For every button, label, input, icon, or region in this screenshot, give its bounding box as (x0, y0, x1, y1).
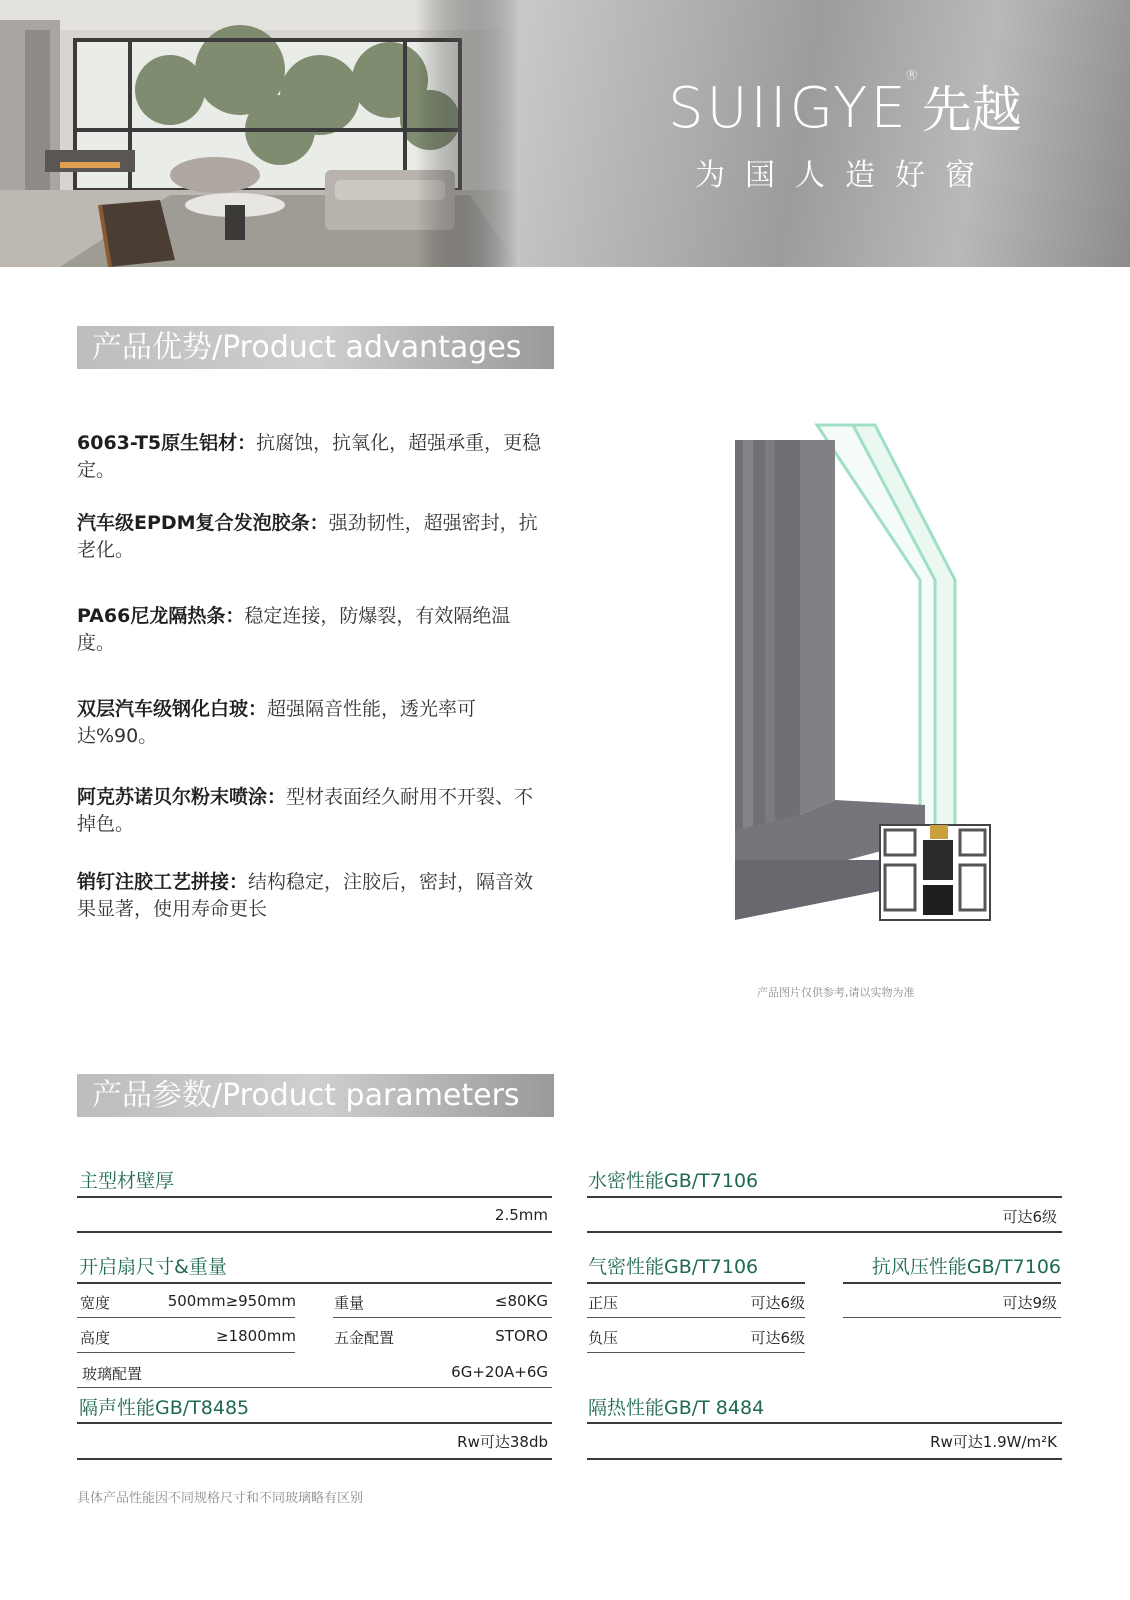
advantage-item (77, 784, 547, 838)
weight-value: ≤80KG (494, 1292, 548, 1310)
advantage-text: 型材表面经久耐用不开裂、不掉色。 (77, 786, 534, 835)
thermal-insulation-value: Rw可达1.9W/m²K (930, 1433, 1057, 1451)
sound-insulation-label: 隔声性能GB/T8485 (79, 1397, 250, 1419)
height-label: 高度 (80, 1329, 111, 1347)
divider (843, 1282, 1061, 1284)
divider (587, 1196, 1062, 1198)
hero-banner (0, 0, 1130, 267)
advantage-text: 抗腐蚀，抗氧化，超强承重，更稳定。 (77, 432, 542, 481)
divider (77, 1458, 552, 1460)
water-tightness-value: 可达6级 (1002, 1208, 1057, 1226)
wall-thickness-value: 2.5mm (494, 1206, 548, 1224)
window-profile-illustration (735, 420, 1015, 950)
advantage-text: 稳定连接，防爆裂，有效隔绝温度。 (77, 605, 511, 654)
weight-label: 重量 (334, 1294, 365, 1312)
wall-thickness-label: 主型材壁厚 (79, 1170, 175, 1192)
water-tightness-label: 水密性能GB/T7106 (588, 1170, 759, 1192)
brand-logo (668, 70, 1048, 140)
divider (77, 1196, 552, 1198)
advantage-label: 双层汽车级钢化白玻： (77, 698, 268, 720)
divider (77, 1387, 552, 1388)
brand-latin: SUIIGYE (668, 76, 909, 141)
advantage-label: 汽车级EPDM复合发泡胶条： (77, 512, 329, 534)
divider (77, 1352, 295, 1353)
advantage-text: 超强隔音性能，透光率可达%90。 (77, 698, 477, 747)
interior-photo (0, 0, 520, 267)
advantage-item (77, 603, 547, 657)
glass-value: 6G+20A+6G (451, 1363, 548, 1381)
registered-mark: ® (904, 68, 922, 84)
divider (843, 1317, 1061, 1318)
divider (587, 1422, 1062, 1424)
advantage-text: 结构稳定，注胶后，密封，隔音效果显著，使用寿命更长 (77, 871, 534, 920)
hardware-label: 五金配置 (334, 1329, 395, 1347)
advantage-item (77, 869, 547, 923)
performance-footnote: 具体产品性能因不同规格尺寸和不同玻璃略有区别 (77, 1491, 364, 1506)
advantage-item (77, 430, 547, 484)
brand-slogan: 为国人造好窗 (695, 158, 995, 193)
divider (587, 1317, 805, 1318)
positive-pressure-value: 可达6级 (750, 1294, 805, 1312)
advantages-section-title: 产品优势/Product advantages (77, 326, 554, 369)
negative-pressure-label: 负压 (588, 1329, 619, 1347)
sound-insulation-value: Rw可达38db (457, 1433, 548, 1451)
brand-chinese: 先越 (921, 81, 1022, 139)
parameters-section-title: 产品参数/Product parameters (77, 1074, 554, 1117)
glass-label: 玻璃配置 (82, 1365, 143, 1383)
negative-pressure-value: 可达6级 (750, 1329, 805, 1347)
divider (587, 1231, 1062, 1233)
advantage-label: 销钉注胶工艺拼接： (77, 871, 249, 893)
width-label: 宽度 (80, 1294, 111, 1312)
thermal-insulation-label: 隔热性能GB/T 8484 (588, 1397, 765, 1419)
sash-label: 开启扇尺寸&重量 (79, 1256, 227, 1278)
advantage-label: 阿克苏诺贝尔粉末喷涂： (77, 786, 287, 808)
divider (77, 1422, 552, 1424)
air-tightness-label: 气密性能GB/T7106 (588, 1256, 759, 1278)
wind-pressure-value: 可达9级 (1002, 1294, 1057, 1312)
divider (77, 1282, 552, 1284)
advantage-label: 6063-T5原生铝材： (77, 432, 257, 454)
positive-pressure-label: 正压 (588, 1294, 619, 1312)
advantage-text: 强劲韧性，超强密封，抗老化。 (77, 512, 538, 561)
divider (587, 1352, 805, 1353)
advantage-label: PA66尼龙隔热条： (77, 605, 245, 627)
image-disclaimer: 产品图片仅供参考,请以实物为准 (757, 986, 915, 999)
wind-pressure-label: 抗风压性能GB/T7106 (871, 1256, 1061, 1278)
divider (587, 1458, 1062, 1460)
width-value: 500mm≥950mm (167, 1292, 296, 1310)
advantage-item (77, 510, 547, 564)
hardware-value: STORO (495, 1327, 548, 1345)
divider (77, 1231, 552, 1233)
advantage-item (77, 696, 547, 750)
divider (333, 1317, 552, 1318)
divider (77, 1317, 295, 1318)
divider (587, 1282, 805, 1284)
height-value: ≥1800mm (216, 1327, 296, 1345)
